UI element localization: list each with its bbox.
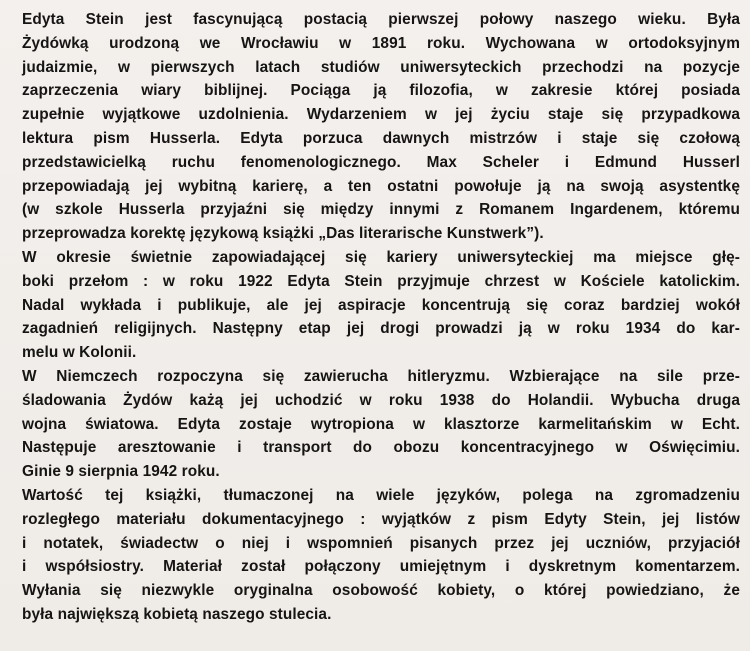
text-line: judaizmie, w pierwszych latach studiów uniwersyteckich przechodzi na pozycje	[22, 58, 740, 76]
text-line: Żydówką urodzoną we Wrocławiu w 1891 roku. Wychowana w ortodoksyjnym	[22, 34, 740, 52]
paragraph-war	[22, 365, 740, 484]
text-line: Wyłania się niezwykle oryginalna osobowość kobiety, o której powiedziano, że	[22, 582, 740, 600]
text-line: śladowania Żydów każą jej uchodzić w roku 1938 do Holandii. Wybucha druga	[22, 391, 740, 409]
text-line: lektura pism Husserla. Edyta porzuca dawnych mistrzów i staje się czołową	[22, 129, 740, 147]
text-line: przedstawicielką ruchu fenomenologicznego. Max Scheler i Edmund Husserl	[22, 153, 740, 171]
text-line: zagadnień religijnych. Następny etap jej drogi prowadzi ją w roku 1934 do kar-	[22, 320, 740, 338]
text-line: zaprzeczenia wiary biblijnej. Pociąga ją filozofia, w zakresie której posiada	[22, 82, 740, 100]
paragraph-conversion	[22, 246, 740, 365]
text-line: przeprowadza korektę językową książki „Das literarische Kunstwerk”).	[22, 225, 544, 243]
text-line: (w szkole Husserla przyjaźni się między innymi z Romanem Ingardenem, któremu	[22, 201, 740, 219]
paragraph-book-description	[22, 484, 740, 627]
text-line: W Niemczech rozpoczyna się zawierucha hitleryzmu. Wzbierające na sile prze-	[22, 367, 740, 385]
text-line: W okresie świetnie zapowiadającej się kariery uniwersyteckiej ma miejsce głę-	[22, 248, 740, 266]
text-line: i współsiostry. Materiał został połączony umiejętnym i dyskretnym komentarzem.	[22, 558, 740, 576]
paragraph-intro	[22, 8, 740, 246]
text-line: Wartość tej książki, tłumaczonej na wiele języków, polega na zgromadzeniu	[22, 486, 740, 504]
text-line: Edyta Stein jest fascynującą postacią pierwszej połowy naszego wieku. Była	[22, 11, 740, 28]
text-line: melu w Kolonii.	[22, 344, 137, 362]
text-line: wojna światowa. Edyta zostaje wytropiona w klasztorze karmelitańskim w Echt.	[22, 415, 740, 433]
text-line: Następuje aresztowanie i transport do obozu koncentracyjnego w Oświęcimiu.	[22, 439, 740, 457]
text-line: boki przełom : w roku 1922 Edyta Stein przyjmuje chrzest w Kościele katolickim.	[22, 272, 740, 290]
text-line: zupełnie wyjątkowe uzdolnienia. Wydarzeniem w jej życiu staje się przypadkowa	[22, 106, 740, 124]
text-line: Ginie 9 sierpnia 1942 roku.	[22, 463, 220, 481]
text-line: przepowiadają jej wybitną karierę, a ten ostatni powołuje ją na swoją asystentkę	[22, 177, 740, 195]
text-line: rozległego materiału dokumentacyjnego : wyjątków z pism Edyty Stein, jej listów	[22, 510, 740, 528]
text-line: była największą kobietą naszego stulecia.	[22, 605, 332, 623]
text-line: i notatek, świadectw o niej i wspomnień pisanych przez jej uczniów, przyjaciół	[22, 534, 740, 552]
text-line: Nadal wykłada i publikuje, ale jej aspiracje koncentrują się coraz bardziej wokół	[22, 296, 740, 314]
